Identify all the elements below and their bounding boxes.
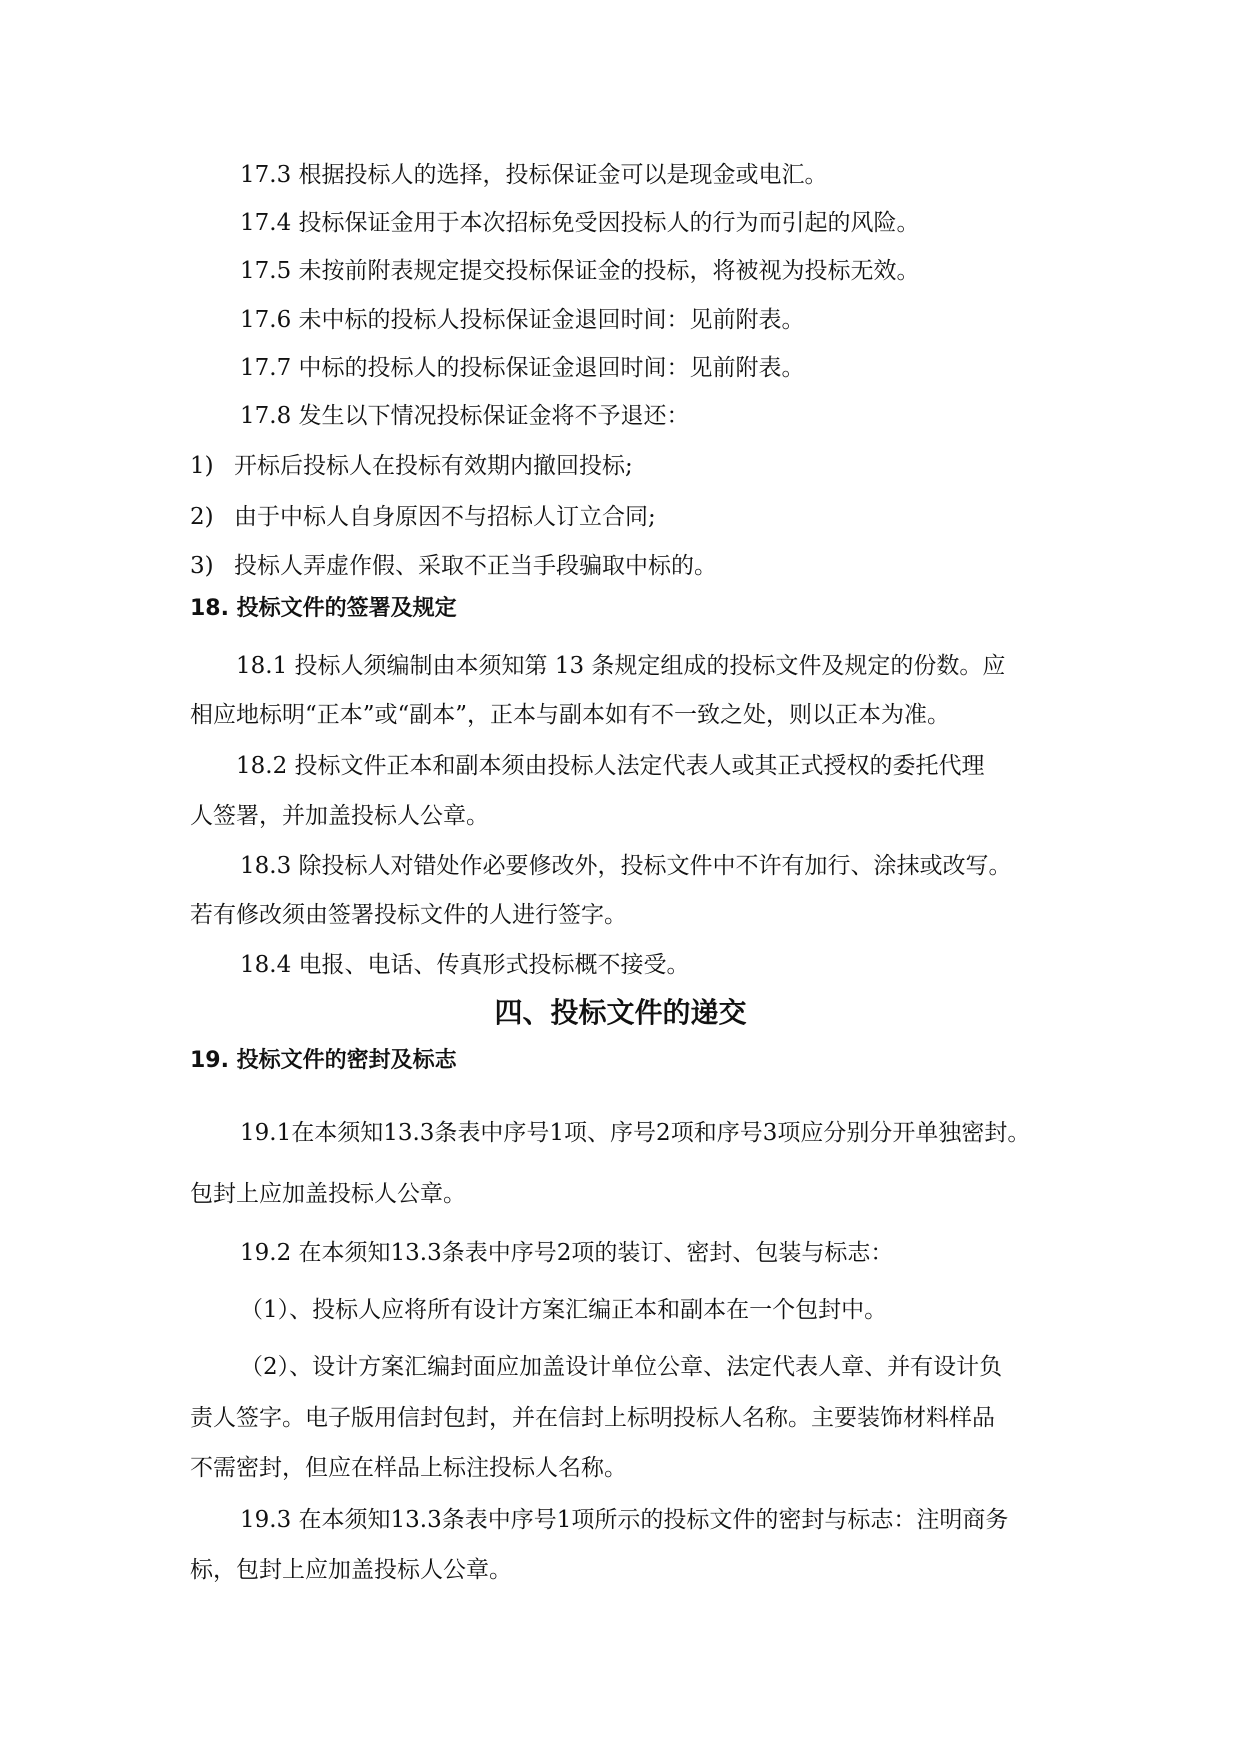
clause-18-2-line1: 18.2 投标文件正本和副本须由投标人法定代表人或其正式授权的委托代理 [236, 753, 985, 779]
clause-17-5: 17.5 未按前附表规定提交投标保证金的投标，将被视为投标无效。 [240, 258, 920, 284]
clause-19-2-item2-line1: （2）、设计方案汇编封面应加盖设计单位公章、法定代表人章、并有设计负 [240, 1354, 1003, 1380]
list-item-number: 2) [190, 504, 214, 530]
list-item-text: 由于中标人自身原因不与招标人订立合同; [234, 504, 656, 530]
clause-17-6: 17.6 未中标的投标人投标保证金退回时间：见前附表。 [240, 307, 805, 333]
list-item [0, 451, 1241, 481]
clause-17-3: 17.3 根据投标人的选择，投标保证金可以是现金或电汇。 [240, 162, 828, 188]
clause-19-2: 19.2 在本须知13.3条表中序号2项的装订、密封、包装与标志： [240, 1240, 894, 1266]
section-title: 四、投标文件的递交 [494, 996, 747, 1029]
clause-19-3-line2: 标，包封上应加盖投标人公章。 [190, 1557, 512, 1583]
list-item-number: 1) [190, 453, 214, 479]
list-item [0, 551, 1241, 581]
clause-19-2-item2-line2: 责人签字。电子版用信封包封，并在信封上标明投标人名称。主要装饰材料样品 [190, 1405, 995, 1431]
list-item-number: 3) [190, 553, 214, 579]
clause-17-8: 17.8 发生以下情况投标保证金将不予退还： [240, 403, 690, 429]
clause-19-2-item1: （1）、投标人应将所有设计方案汇编正本和副本在一个包封中。 [240, 1297, 888, 1323]
clause-19-heading: 19. 投标文件的密封及标志 [190, 1048, 457, 1073]
list-item-text: 开标后投标人在投标有效期内撤回投标; [234, 453, 633, 479]
clause-17-4: 17.4 投标保证金用于本次招标免受因投标人的行为而引起的风险。 [240, 210, 920, 236]
clause-19-1-line1: 19.1在本须知13.3条表中序号1项、序号2项和序号3项应分别分开单独密封。 [240, 1120, 1031, 1146]
clause-19-3-line1: 19.3 在本须知13.3条表中序号1项所示的投标文件的密封与标志：注明商务 [240, 1507, 1009, 1533]
clause-18-2-line2: 人签署，并加盖投标人公章。 [190, 803, 489, 829]
clause-18-3-line1: 18.3 除投标人对错处作必要修改外，投标文件中不许有加行、涂抹或改写。 [240, 853, 1012, 879]
list-item [0, 502, 1241, 532]
clause-19-2-item2-line3: 不需密封，但应在样品上标注投标人名称。 [190, 1455, 627, 1481]
clause-18-4: 18.4 电报、电话、传真形式投标概不接受。 [240, 952, 690, 978]
list-item-text: 投标人弄虚作假、采取不正当手段骗取中标的。 [234, 553, 717, 579]
clause-18-1-line1: 18.1 投标人须编制由本须知第 13 条规定组成的投标文件及规定的份数。应 [236, 653, 1006, 679]
clause-18-1-line2: 相应地标明“正本”或“副本”，正本与副本如有不一致之处，则以正本为准。 [190, 702, 951, 728]
clause-19-1-line2: 包封上应加盖投标人公章。 [190, 1181, 466, 1207]
clause-18-heading: 18. 投标文件的签署及规定 [190, 596, 457, 621]
clause-18-3-line2: 若有修改须由签署投标文件的人进行签字。 [190, 902, 627, 928]
clause-17-7: 17.7 中标的投标人的投标保证金退回时间：见前附表。 [240, 355, 805, 381]
